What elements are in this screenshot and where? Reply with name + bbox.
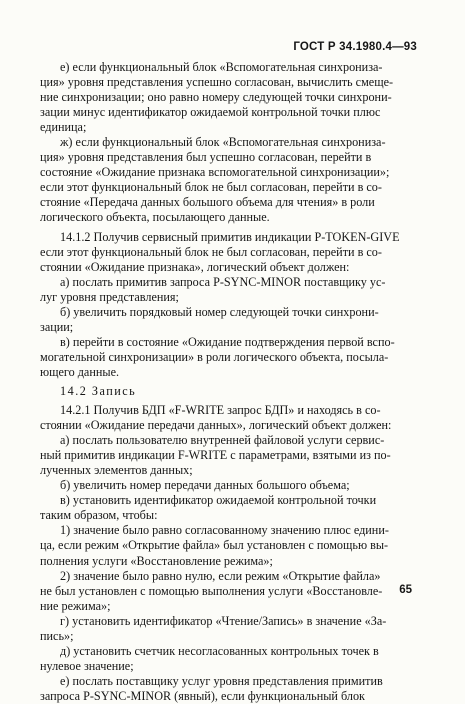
text-line: единица; <box>40 120 87 135</box>
text-line: а) послать примитив запроса P-SYNC-MINOR поставщику ус- <box>60 274 386 289</box>
text-line: не был установлен с помощью выполнения услуги «Восстановле- <box>40 583 383 598</box>
list-item-b-increase <box>40 478 411 493</box>
page-number: 65 <box>399 584 412 596</box>
text-line: г) установить идентификатор «Чтение/Запись» в значение «За- <box>60 613 387 628</box>
text-line: б) увеличить номер передачи данных большого объема; <box>60 478 350 493</box>
text-line: ный примитив индикации F-WRITE с параметрами, взятыми из по- <box>40 448 391 463</box>
text-line: е) послать поставщику услуг уровня представления примитив <box>60 673 383 688</box>
text-line: 2) значение было равно нулю, если режим «Открытие файла» <box>60 568 381 583</box>
text-line: пись»; <box>40 628 74 643</box>
text-line: стояние «Передача данных большого объема для чтения» в роли <box>40 195 375 210</box>
text-line: ж) если функциональный блок «Вспомогательная синхрониза- <box>60 135 386 150</box>
text-line: ющего данные. <box>40 364 120 379</box>
text-line: а) послать пользователю внутренней файловой услуги сервис- <box>60 433 385 448</box>
text-line: зации минус идентификатор ожидаемой контрольной точки плюс <box>40 105 381 120</box>
section-14-2-1 <box>40 403 411 433</box>
text-line: ция» уровня представления успешно согласован, вычислить смеще- <box>40 75 394 90</box>
sub-item-2 <box>40 569 411 614</box>
list-item-v <box>40 335 411 380</box>
text-line: стоянии «Ожидание передачи данных», логический объект должен: <box>40 418 392 433</box>
section-heading-14-2 <box>40 384 411 399</box>
text-line: запроса P-SYNC-MINOR (явный), если функциональный блок <box>40 688 365 703</box>
text-line: б) увеличить порядковый номер следующей точки синхрони- <box>60 304 379 319</box>
text-line: зации; <box>40 319 74 334</box>
text-line: д) установить счетчик несогласованных контрольных точек в <box>60 643 379 658</box>
text-line: ция» уровня представления был успешно согласован, перейти в <box>40 150 372 165</box>
text-line: состояние «Ожидание признака вспомогательной синхронизации»; <box>40 165 390 180</box>
text-line: ца, если режим «Открытие файла» был установлен с помощью вы- <box>40 538 389 553</box>
list-item-a <box>40 275 411 305</box>
text-line: нулевое значение; <box>40 658 134 673</box>
text-line: если этот функциональный блок не был согласован, перейти в со- <box>40 244 382 259</box>
document-body <box>40 60 411 704</box>
list-item-b <box>40 305 411 335</box>
text-line: таким образом, чтобы: <box>40 508 158 523</box>
list-item-a-send-primitive <box>40 433 411 478</box>
text-line: 14.1.2 Получив сервисный примитив индикации P-TOKEN-GIVE <box>60 229 400 244</box>
text-line: полнения услуги «Восстановление режима»; <box>40 553 273 568</box>
section-title: 14.2 Запись <box>60 383 137 398</box>
text-line: 1) значение было равно согласованному значению плюс едини- <box>60 523 389 538</box>
sub-item-1 <box>40 523 411 568</box>
text-line: если этот функциональный блок не был согласован, перейти в со- <box>40 180 382 195</box>
text-line: ние режима»; <box>40 598 111 613</box>
text-line: в) перейти в состояние «Ожидание подтверждения первой вспо- <box>60 334 395 349</box>
section-14-1-2 <box>40 230 411 275</box>
list-item-g <box>40 614 411 644</box>
text-line: лученных элементов данных; <box>40 463 193 478</box>
text-line: ние синхронизации; оно равно номеру следующей точки синхрони- <box>40 90 392 105</box>
text-line: е) если функциональный блок «Вспомогательная синхрониза- <box>60 60 383 74</box>
text-line: 14.2.1 Получив БДП «F-WRITE запрос БДП» и находясь в со- <box>60 403 381 418</box>
list-item-d <box>40 644 411 674</box>
document-standard-number: ГОСТ Р 34.1980.4—93 <box>293 41 417 53</box>
list-item-e-send-sync <box>40 674 411 704</box>
list-item-v-set-id <box>40 493 411 523</box>
text-line: могательной синхронизации» в роли логического объекта, посыла- <box>40 349 389 364</box>
text-line: логического объекта, посылающего данные. <box>40 210 270 225</box>
paragraph-item-zh-state-transition <box>40 135 411 225</box>
text-line: стоянии «Ожидание признака», логический объект должен: <box>40 259 350 274</box>
paragraph-item-e-sync-offset <box>40 60 411 135</box>
text-line: в) установить идентификатор ожидаемой контрольной точки <box>60 493 377 508</box>
text-line: луг уровня представления; <box>40 289 179 304</box>
